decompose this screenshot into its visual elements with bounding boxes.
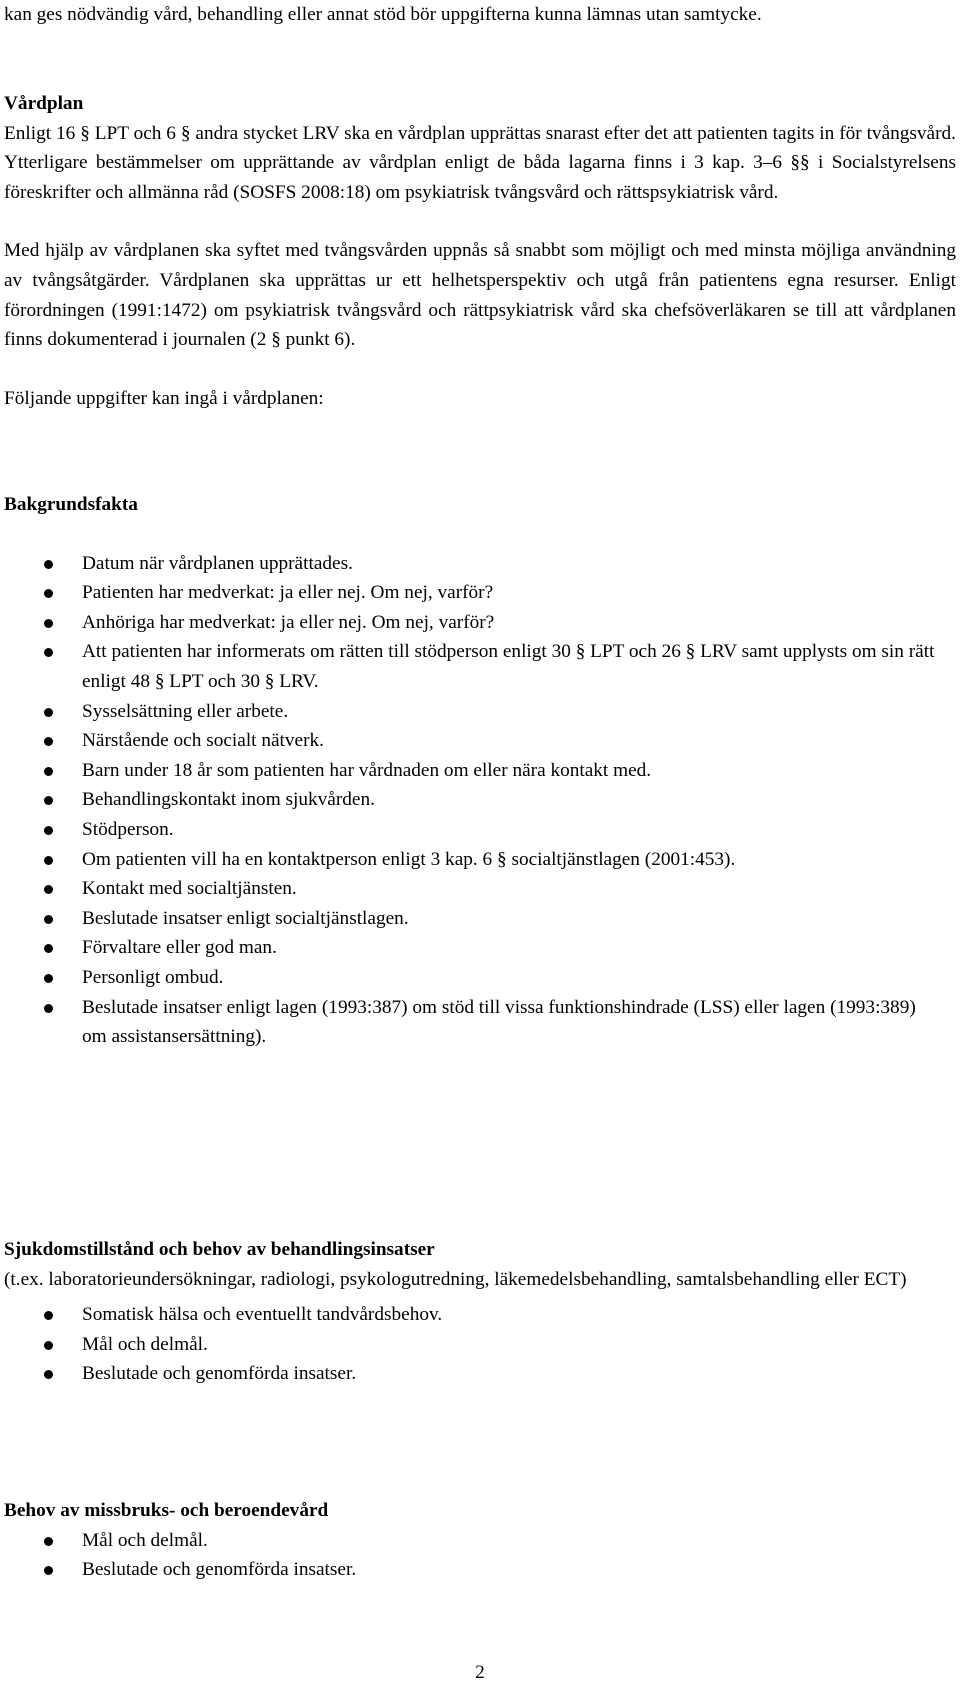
- page-number: 2: [475, 1662, 485, 1683]
- list-item: Beslutade och genomförda insatser.: [4, 1555, 956, 1585]
- section-sjukdomstillstand: [4, 1235, 956, 1389]
- vardplan-paragraph-1: Enligt 16 § LPT och 6 § andra stycket LRV ska en vårdplan upprättas snarast efter det att patienten tagits in för tvångsvård. Ytterligare bestämmelser om upprättande av vårdplan enligt de båda lagarna finns i 3 kap. 3–6 §§ i Socialstyrelsens föreskrifter och allmänna råd (SOSFS 2008:18) om psykiatrisk tvångsvård och rättspsykiatrisk vård.: [4, 122, 956, 203]
- bullet-icon: [44, 885, 53, 894]
- bullet-icon: [44, 915, 53, 924]
- list-item: Anhöriga har medverkat: ja eller nej. Om nej, varför?: [4, 608, 956, 638]
- section-heading-sjukdomstillstand: Sjukdomstillstånd och behov av behandlingsinsatser: [4, 1239, 435, 1260]
- bullet-icon: [44, 767, 53, 776]
- bullet-icon: [44, 856, 53, 865]
- bullet-icon: [44, 974, 53, 983]
- bullet-icon: [44, 1537, 53, 1546]
- list-item: Beslutade och genomförda insatser.: [4, 1359, 956, 1389]
- list-item: Barn under 18 år som patienten har vårdnaden om eller nära kontakt med.: [4, 756, 956, 786]
- missbruk-list: [4, 1526, 956, 1585]
- list-item: Datum när vårdplanen upprättades.: [4, 549, 956, 579]
- bullet-icon: [44, 1370, 53, 1379]
- bullet-icon: [44, 648, 53, 657]
- list-item: Närstående och socialt nätverk.: [4, 726, 956, 756]
- list-item: Mål och delmål.: [4, 1330, 956, 1360]
- sjukdomstillstand-list: [4, 1300, 956, 1389]
- list-item: Somatisk hälsa och eventuellt tandvårdsbehov.: [4, 1300, 956, 1330]
- bullet-icon: [44, 1566, 53, 1575]
- bullet-icon: [44, 796, 53, 805]
- list-item: Beslutade insatser enligt lagen (1993:387) om stöd till vissa funktionshindrade (LSS) eller lagen (1993:389) om assistansersättning).: [4, 993, 956, 1052]
- bullet-icon: [44, 1341, 53, 1350]
- bullet-icon: [44, 737, 53, 746]
- vardplan-paragraph-3: Följande uppgifter kan ingå i vårdplanen:: [4, 387, 324, 409]
- list-item: Beslutade insatser enligt socialtjänstlagen.: [4, 904, 956, 934]
- list-item: Förvaltare eller god man.: [4, 933, 956, 963]
- list-item: Patienten har medverkat: ja eller nej. Om nej, varför?: [4, 578, 956, 608]
- bakgrundsfakta-list: [4, 549, 956, 1052]
- bullet-icon: [44, 826, 53, 835]
- list-item: Att patienten har informerats om rätten till stödperson enligt 30 § LPT och 26 § LRV samt upplysts om sin rätt enligt 48 § LPT och 30 § LRV.: [4, 637, 956, 696]
- intro-continuation-paragraph: kan ges nödvändig vård, behandling eller annat stöd bör uppgifterna kunna lämnas utan samtycke.: [4, 4, 762, 25]
- bullet-icon: [44, 1004, 53, 1013]
- bullet-icon: [44, 1311, 53, 1320]
- section-heading-bakgrundsfakta: Bakgrundsfakta: [4, 494, 138, 515]
- section-heading-missbruk: Behov av missbruks- och beroendevård: [4, 1500, 329, 1521]
- bullet-icon: [44, 560, 53, 569]
- list-item: Mål och delmål.: [4, 1526, 956, 1556]
- section-bakgrundsfakta: [4, 490, 956, 1052]
- vardplan-paragraph-2: Med hjälp av vårdplanen ska syftet med tvångsvården uppnås så snabbt som möjligt och med minsta möjliga användning av tvångsåtgärder. Vårdplanen ska upprättas ur ett helhetsperspektiv och utgå från patientens egna resurser. Enligt förordningen (1991:1472) om psykiatrisk tvångsvård och rättpsykiatrisk vård ska chefsöverläkaren se till att vårdplanen finns dokumenterad i journalen (2 § punkt 6).: [4, 240, 956, 351]
- sjukdomstillstand-intro: (t.ex. laboratorieundersökningar, radiologi, psykologutredning, läkemedelsbehandling, samtalsbehandling eller ECT): [4, 1268, 907, 1290]
- list-item: Personligt ombud.: [4, 963, 956, 993]
- bullet-icon: [44, 708, 53, 717]
- section-vardplan: [4, 89, 956, 413]
- section-missbruk: [4, 1496, 956, 1585]
- section-heading-vardplan: Vårdplan: [4, 93, 84, 114]
- list-item: Stödperson.: [4, 815, 956, 845]
- list-item: Sysselsättning eller arbete.: [4, 697, 956, 727]
- bullet-icon: [44, 589, 53, 598]
- bullet-icon: [44, 619, 53, 628]
- list-item: Behandlingskontakt inom sjukvården.: [4, 785, 956, 815]
- list-item: Kontakt med socialtjänsten.: [4, 874, 956, 904]
- list-item: Om patienten vill ha en kontaktperson enligt 3 kap. 6 § socialtjänstlagen (2001:453).: [4, 845, 956, 875]
- bullet-icon: [44, 944, 53, 953]
